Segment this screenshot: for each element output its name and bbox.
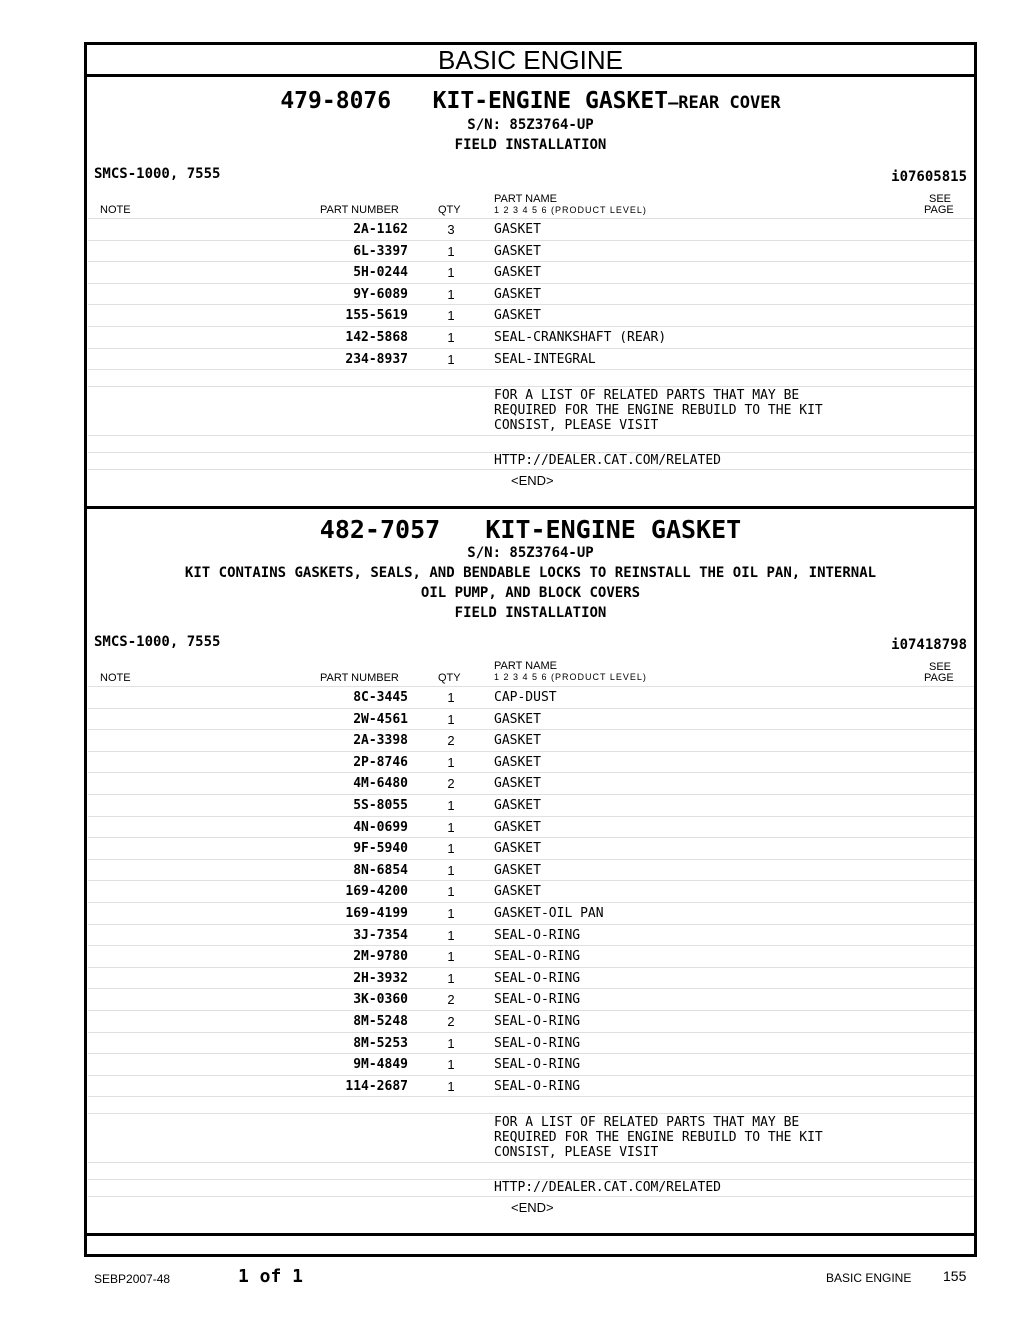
kit-description-line-2: OIL PUMP, AND BLOCK COVERS (420, 585, 641, 601)
related-parts-link[interactable]: HTTP://DEALER.CAT.COM/RELATED (494, 1180, 721, 1196)
serial-number: S/N: 85Z3764-UP (467, 545, 594, 561)
part-number: 8N-6854 (353, 862, 408, 878)
col-note: NOTE (100, 672, 131, 684)
part-qty: 1 (447, 754, 455, 770)
part-name: SEAL-O-RING (494, 1014, 581, 1029)
table-row (88, 348, 974, 370)
end-marker: <END> (511, 473, 554, 489)
part-qty: 1 (447, 308, 455, 324)
blank-row (88, 1162, 974, 1179)
table-row (88, 837, 974, 859)
page-number: 155 (943, 1268, 967, 1284)
part-qty: 1 (447, 1078, 455, 1094)
part-name: GASKET-OIL PAN (494, 906, 604, 921)
kit-divider-rule (84, 506, 977, 509)
table-row (88, 729, 974, 751)
part-name: GASKET (494, 884, 541, 900)
part-qty: 2 (447, 992, 455, 1008)
part-number: 2H-3932 (353, 970, 408, 986)
part-qty: 1 (447, 286, 455, 302)
part-name: GASKET (494, 733, 541, 749)
part-name: SEAL-O-RING (494, 1057, 581, 1073)
document-id: SEBP2007-48 (94, 1272, 171, 1286)
kit-description-line-1: KIT CONTAINS GASKETS, SEALS, AND BENDABLE LOCKS TO REINSTALL THE OIL PAN, INTERNAL (184, 565, 877, 581)
part-name: GASKET (494, 841, 541, 857)
part-number: 8C-3445 (353, 690, 408, 705)
part-name: SEAL-O-RING (494, 927, 581, 943)
table-row (88, 967, 974, 989)
related-parts-note: FOR A LIST OF RELATED PARTS THAT MAY BE REQUIRED FOR THE ENGINE REBUILD TO THE KIT CONSIST, PLEASE VISIT (494, 388, 823, 434)
col-part-name: PART NAME (494, 193, 557, 205)
part-number: 8M-5253 (353, 1035, 408, 1051)
part-qty: 1 (447, 351, 455, 367)
serial-number: S/N: 85Z3764-UP (467, 117, 594, 133)
part-number: 2A-1162 (353, 222, 408, 237)
table-row (88, 686, 974, 708)
bottom-rule (84, 1233, 977, 1236)
part-number: 234-8937 (345, 351, 408, 367)
table-row (88, 1075, 974, 1097)
blank-row (88, 369, 974, 386)
part-qty: 1 (447, 906, 455, 921)
part-qty: 1 (447, 970, 455, 986)
table-row (88, 261, 974, 283)
col-qty: QTY (438, 204, 461, 216)
table-row (88, 1053, 974, 1075)
part-name: GASKET (494, 711, 541, 727)
part-number: 5S-8055 (353, 798, 408, 813)
part-name: SEAL-O-RING (494, 1035, 581, 1051)
kit-name: KIT-ENGINE GASKET (485, 515, 742, 544)
related-parts-note: FOR A LIST OF RELATED PARTS THAT MAY BE REQUIRED FOR THE ENGINE REBUILD TO THE KIT CONSIST, PLEASE VISIT (494, 1115, 823, 1161)
part-number: 169-4200 (345, 884, 408, 900)
part-number: 2A-3398 (353, 733, 408, 749)
part-name: CAP-DUST (494, 690, 557, 705)
part-name: GASKET (494, 243, 541, 259)
part-number: 2P-8746 (353, 754, 408, 770)
table-row (88, 794, 974, 816)
part-qty: 1 (447, 862, 455, 878)
col-part-number: PART NUMBER (320, 204, 399, 216)
col-part-number: PART NUMBER (320, 672, 399, 684)
blank-row (88, 1096, 974, 1113)
part-number: 5H-0244 (353, 265, 408, 281)
part-name: GASKET (494, 862, 541, 878)
part-qty: 1 (447, 927, 455, 943)
part-number: 6L-3397 (353, 243, 408, 259)
part-name: SEAL-O-RING (494, 970, 581, 986)
part-name: GASKET (494, 776, 541, 792)
table-row (88, 304, 974, 326)
part-qty: 3 (447, 222, 455, 237)
table-row (88, 859, 974, 881)
part-number: 169-4199 (345, 906, 408, 921)
part-qty: 1 (447, 949, 455, 965)
part-name: SEAL-INTEGRAL (494, 351, 596, 367)
part-qty: 1 (447, 841, 455, 857)
col-qty: QTY (438, 672, 461, 684)
col-part-name: PART NAME (494, 660, 557, 672)
part-qty: 1 (447, 1057, 455, 1073)
part-name: GASKET (494, 222, 541, 237)
part-qty: 1 (447, 330, 455, 345)
part-qty: 1 (447, 798, 455, 813)
info-id: i07605815 (891, 169, 967, 185)
table-row (88, 751, 974, 773)
part-number: 142-5868 (345, 330, 408, 345)
installation-type: FIELD INSTALLATION (454, 605, 607, 621)
part-name: SEAL-O-RING (494, 1078, 581, 1094)
table-row (88, 218, 974, 240)
kit-number: 479-8076 (280, 88, 392, 114)
part-name: GASKET (494, 265, 541, 281)
part-number: 155-5619 (345, 308, 408, 324)
blank-row (88, 1196, 974, 1198)
kit-number: 482-7057 (319, 515, 441, 544)
table-row (88, 708, 974, 730)
table-row (88, 1010, 974, 1032)
part-qty: 1 (447, 884, 455, 900)
part-qty: 1 (447, 711, 455, 727)
table-row (88, 240, 974, 262)
part-number: 3J-7354 (353, 927, 408, 943)
col-note: NOTE (100, 204, 131, 216)
part-number: 2M-9780 (353, 949, 408, 965)
smcs-code: SMCS-1000, 7555 (94, 634, 221, 650)
table-row (88, 988, 974, 1010)
part-name: SEAL-O-RING (494, 992, 581, 1008)
part-qty: 1 (447, 265, 455, 281)
table-row (88, 880, 974, 902)
part-number: 4M-6480 (353, 776, 408, 792)
part-name: GASKET (494, 798, 541, 813)
col-product-level: 1 2 3 4 5 6 (PRODUCT LEVEL) (494, 672, 647, 682)
part-name: SEAL-CRANKSHAFT (REAR) (494, 330, 667, 345)
table-row (88, 945, 974, 967)
part-name: SEAL-O-RING (494, 949, 581, 965)
end-marker: <END> (511, 1200, 554, 1216)
part-name: GASKET (494, 308, 541, 324)
kit-name-suffix: —REAR COVER (668, 93, 781, 113)
table-row (88, 283, 974, 305)
part-number: 8M-5248 (353, 1014, 408, 1029)
page-count: 1 of 1 (238, 1266, 304, 1287)
part-number: 114-2687 (345, 1078, 408, 1094)
part-qty: 2 (447, 733, 455, 749)
col-product-level: 1 2 3 4 5 6 (PRODUCT LEVEL) (494, 205, 647, 215)
part-qty: 1 (447, 819, 455, 835)
section-header: BASIC ENGINE (438, 45, 623, 75)
col-page: PAGE (924, 672, 954, 684)
part-name: GASKET (494, 754, 541, 770)
table-row (88, 326, 974, 348)
table-row (88, 924, 974, 946)
kit-title (84, 88, 977, 114)
blank-row (88, 435, 974, 452)
info-id: i07418798 (891, 637, 967, 653)
kit-name: KIT-ENGINE GASKET (432, 88, 669, 114)
part-number: 9Y-6089 (353, 286, 408, 302)
related-parts-link[interactable]: HTTP://DEALER.CAT.COM/RELATED (494, 453, 721, 469)
part-qty: 1 (447, 243, 455, 259)
table-row (88, 772, 974, 794)
part-name: GASKET (494, 286, 541, 302)
smcs-code: SMCS-1000, 7555 (94, 166, 221, 182)
part-qty: 1 (447, 1035, 455, 1051)
installation-type: FIELD INSTALLATION (454, 137, 607, 153)
part-qty: 1 (447, 690, 455, 705)
col-page: PAGE (924, 204, 954, 216)
kit-title (84, 515, 977, 544)
blank-row (88, 469, 974, 471)
part-number: 2W-4561 (353, 711, 408, 727)
part-number: 9M-4849 (353, 1057, 408, 1073)
footer-section-name: BASIC ENGINE (826, 1271, 912, 1285)
part-qty: 2 (447, 1014, 455, 1029)
part-qty: 2 (447, 776, 455, 792)
part-number: 3K-0360 (353, 992, 408, 1008)
col-see: SEE (929, 661, 952, 673)
part-number: 4N-0699 (353, 819, 408, 835)
part-number: 9F-5940 (353, 841, 408, 857)
part-name: GASKET (494, 819, 541, 835)
col-see: SEE (929, 193, 952, 205)
table-row (88, 816, 974, 838)
table-row (88, 902, 974, 924)
table-row (88, 1032, 974, 1054)
